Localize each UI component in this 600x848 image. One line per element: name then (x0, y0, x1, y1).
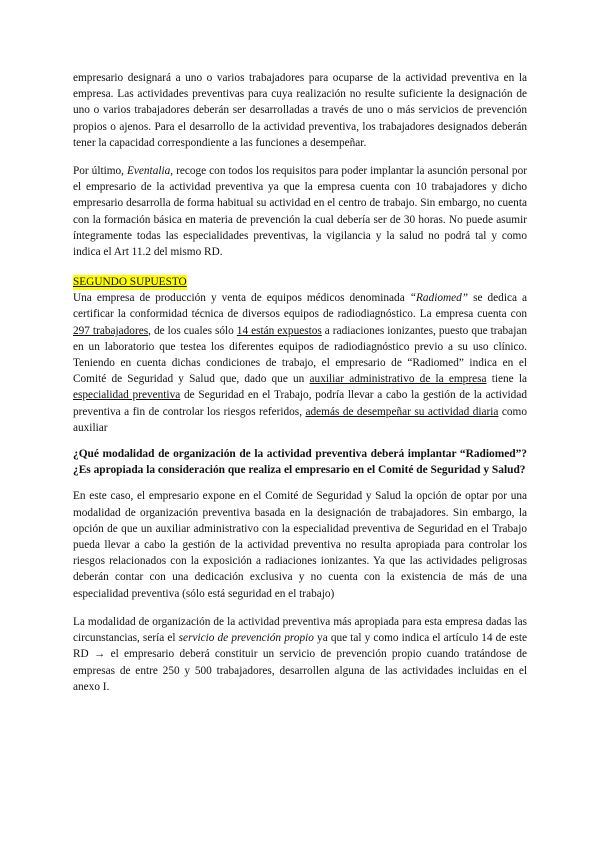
text-run: a radiaciones ionizantes, puesto que trabajan en un laboratorio que testea los diferentes equipos de radiodiagnóstico previo a su uso clínico. Teniendo en cuenta dichas condiciones de trabajo, el empresario de “Radiomed” indica en el Comité de Seguridad y Salud que, dado que un (73, 324, 527, 386)
paragraph-designation: empresario designará a uno o varios trabajadores para ocuparse de la actividad preventiva en la empresa. Las actividades preventivas para cuya realización no resulte suficiente la designación de uno o varios trabajadores deberán ser desarrolladas a través de uno o más servicios de prevención propios o ajenos. Para el desarrollo de la actividad preventiva, los trabajadores designados deberán tener la capacidad correspondiente a las funciones a desempeñar. (73, 72, 527, 149)
section-heading-wrapper (73, 272, 527, 290)
underlined-workers-count: 297 trabajadores (73, 324, 149, 337)
text-run: Por último, (73, 165, 127, 178)
emphasis-servicio-propio: servicio de prevención propio (178, 632, 314, 645)
paragraph-answer-committee: En este caso, el empresario expone en el Comité de Seguridad y Salud la opción de optar por una modalidad de organización preventiva basada en la designación de trabajadores. Sin embargo, la opción de que un auxiliar administrativo con la especialidad preventiva de Seguridad en el Trabajo pueda llevar a cabo la gestión de la actividad preventiva no resulta apropiada para controlar los riesgos relacionados con la exposición a radiaciones ionizantes. Ya que las actividades peligrosas deberán contar con una dedicación exclusiva y no cuenta con la existencia de más de una especialidad preventiva (sólo está seguridad en el trabajo) (73, 490, 527, 600)
underlined-exposed-count: 14 están expuestos (236, 324, 322, 337)
text-run: ya que tal y como indica el artículo 14 de este RD → el empresario deberá constituir un servicio de prevención propio cuando tratándose de empresas de entre 250 y 500 trabajadores, desarrollen alguna de las actividades incluidas en el anexo I. (73, 632, 528, 693)
text-run: como auxiliar (73, 405, 527, 434)
text-run: , de los cuales sólo (148, 324, 237, 337)
paragraph-eventalia (73, 163, 527, 260)
text-run: de Seguridad en el Trabajo, podría llevar a cabo la gestión de la actividad preventiva a fin de controlar los riesgos referidos, (73, 389, 527, 418)
text-run: tiene la (486, 373, 528, 386)
text-run: Una empresa de producción y venta de equipos médicos denominada (73, 292, 410, 305)
company-name-radiomed: “Radiomed” (409, 292, 469, 305)
underlined-auxiliar: auxiliar administrativo de la empresa (309, 373, 487, 386)
text-run: se dedica a certificar la conformidad técnica de diversos equipos de radiodiagnóstico. La empresa cuenta con (73, 292, 527, 321)
underlined-actividad-diaria: además de desempeñar su actividad diaria (305, 405, 499, 418)
paragraph-radiomed-case (73, 290, 527, 436)
company-name-eventalia: Eventalia (126, 165, 171, 178)
text-run: , recoge con todos los requisitos para poder implantar la asunción personal por el empresario de la actividad preventiva ya que la empresa cuenta con 10 trabajadores y dicho empresario desarrolla de forma habitual su actividad en el centro de trabajo. Sin embargo, no cuenta con la formación básica en materia de prevención la cual debería ser de 30 horas. No puede asumir íntegramente todas las especialidades preventivas, la vigilancia y la salud no podrá tal y como indica el Art 11.2 del mismo RD. (73, 165, 527, 259)
paragraph-answer-modalidad (73, 614, 527, 695)
text-run: La modalidad de organización de la actividad preventiva más apropiada para esta empresa dadas las circunstancias, sería el (73, 615, 527, 645)
section-heading-segundo-supuesto: SEGUNDO SUPUESTO (73, 276, 187, 289)
underlined-especialidad: especialidad preventiva (73, 389, 181, 402)
question-heading: ¿Qué modalidad de organización de la actividad preventiva deberá implantar “Radiomed”? ¿Es apropiada la consideración que realiza el empresario en el Comité de Seguridad y Salud? (73, 448, 527, 477)
